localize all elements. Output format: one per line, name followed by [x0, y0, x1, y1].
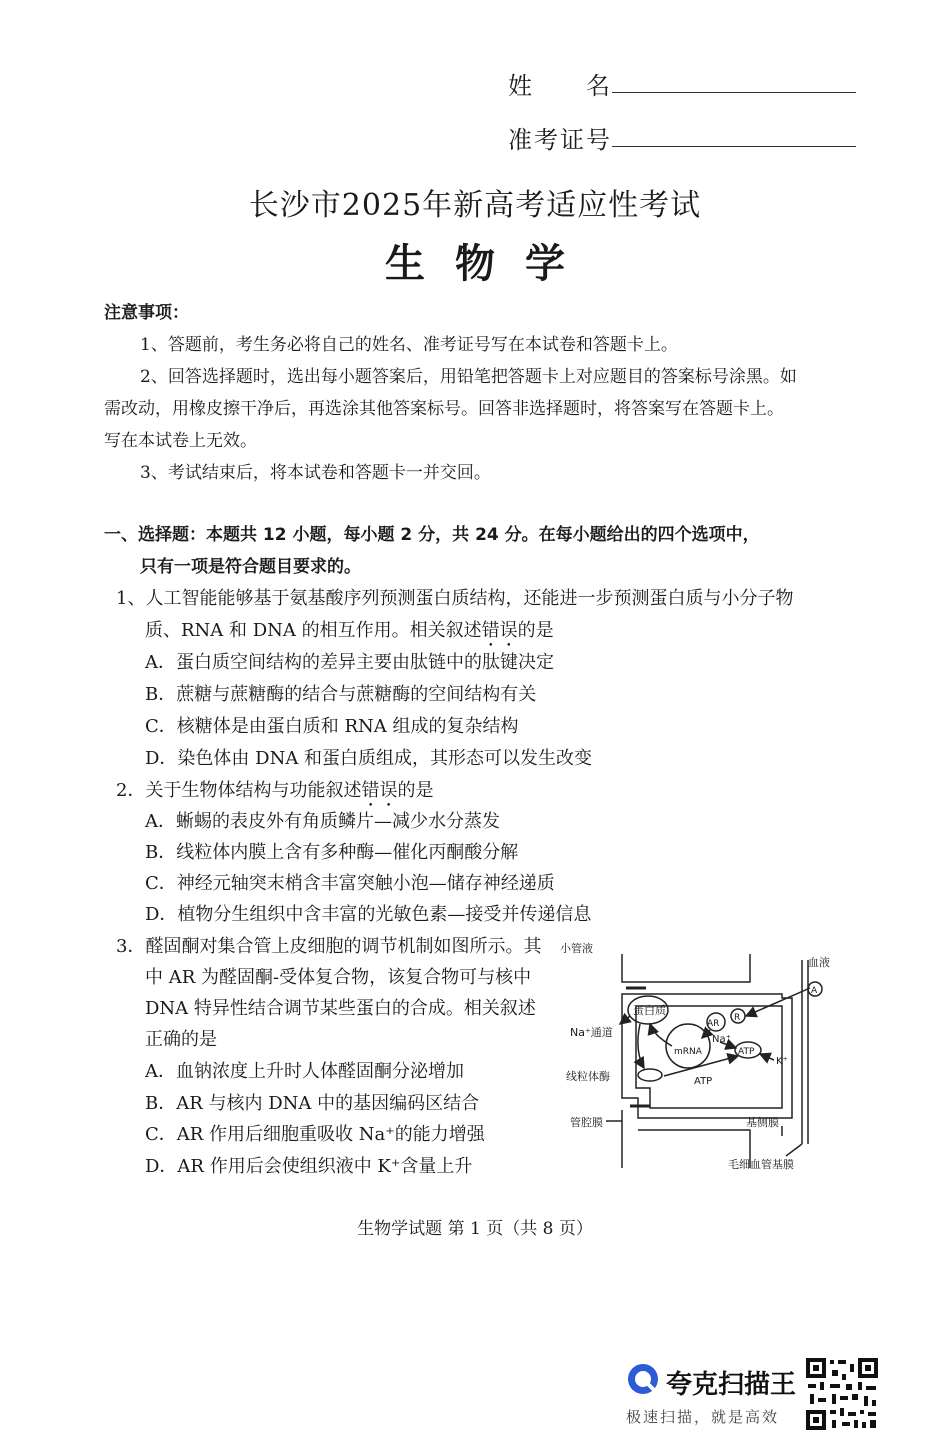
q1-option-c: C．核糖体是由蛋白质和 RNA 组成的复杂结构	[145, 716, 519, 737]
notes-title: 注意事项：	[104, 303, 189, 323]
label-k: K⁺	[776, 1056, 788, 1067]
label-atp: ATP	[694, 1076, 713, 1087]
label-capillary-basement: 毛细血管基膜	[728, 1158, 794, 1171]
q3-stem-line-2: 中 AR 为醛固酮-受体复合物，该复合物可与核中	[145, 967, 532, 988]
q1-stem-pre: 质、RNA 和 DNA 的相互作用。相关叙述	[145, 620, 482, 641]
notes-item-1: 1、答题前，考生务必将自己的姓名、准考证号写在本试卷和答题卡上。	[140, 335, 678, 355]
label-basolateral-membrane: 基侧膜	[746, 1116, 779, 1129]
quark-logo-icon	[626, 1362, 660, 1396]
q3-option-d: D．AR 作用后会使组织液中 K⁺含量上升	[145, 1156, 473, 1177]
name-blank	[612, 92, 856, 93]
q1-stem-emphasis: 错误	[481, 620, 518, 641]
scanner-watermark	[622, 1360, 802, 1430]
q1-option-a: A．蛋白质空间结构的差异主要由肽链中的肽键决定	[145, 652, 554, 673]
scanner-slogan: 极速扫描，就是高效	[626, 1408, 780, 1426]
page-footer: 生物学试题 第 1 页（共 8 页）	[357, 1219, 593, 1239]
q2-stem-post: 的是	[397, 780, 434, 801]
nucleus-shape	[666, 1024, 710, 1068]
q2-option-d: D．植物分生组织中含丰富的光敏色素—接受并传递信息	[145, 904, 592, 925]
name-label: 姓 名	[508, 72, 612, 100]
label-protein: 蛋白质	[633, 1004, 666, 1017]
upper-cell-outline	[622, 954, 750, 982]
arrow-a-to-r	[746, 988, 810, 1016]
exam-title: 长沙市2025年新高考适应性考试	[248, 188, 702, 223]
arrow-protein-to-mito	[638, 1024, 644, 1068]
label-blood: 血液	[808, 956, 830, 969]
q2-option-b: B．线粒体内膜上含有多种酶—催化丙酮酸分解	[145, 842, 519, 863]
q2-stem-emphasis: 错误	[361, 780, 398, 801]
mitochondria-shape	[638, 1069, 662, 1081]
q3-option-b: B．AR 与核内 DNA 中的基因编码区结合	[145, 1093, 480, 1114]
label-ar: AR	[707, 1019, 720, 1029]
exam-id-blank	[612, 146, 856, 147]
q3-stem-line-1: 3．醛固酮对集合管上皮细胞的调节机制如图所示。其	[116, 936, 542, 957]
q2-option-c: C．神经元轴突末梢含丰富突触小泡—储存神经递质	[145, 873, 555, 894]
label-mrna: mRNA	[674, 1047, 702, 1057]
notes-item-2-line-2: 需改动，用橡皮擦干净后，再选涂其他答案标号。回答非选择题时，将答案写在答题卡上。	[104, 399, 784, 419]
qr-code-icon	[804, 1356, 880, 1432]
q3-stem-line-4: 正确的是	[145, 1029, 217, 1050]
section-1-line-1: 一、选择题：本题共 12 小题，每小题 2 分，共 24 分。在每小题给出的四个选项中，	[104, 525, 760, 545]
label-r: R	[734, 1013, 741, 1023]
exam-id-label: 准考证号	[508, 126, 612, 154]
q1-stem-line-1: 1、人工智能能够基于氨基酸序列预测蛋白质结构，还能进一步预测蛋白质与小分子物	[116, 588, 794, 609]
notes-item-2-line-3: 写在本试卷上无效。	[104, 431, 257, 451]
subject-title: 生物学	[385, 240, 595, 287]
aldosterone-diagram	[560, 938, 860, 1178]
label-tubule-fluid: 小管液	[560, 942, 593, 955]
label-mitochondria-enzyme: 线粒体酶	[566, 1070, 610, 1083]
q3-option-c: C．AR 作用后细胞重吸收 Na⁺的能力增强	[145, 1124, 485, 1145]
q1-stem-line-2	[145, 619, 554, 651]
notes-item-2-line-1: 2、回答选择题时，选出每小题答案后，用铅笔把答题卡上对应题目的答案标号涂黑。如	[140, 367, 797, 387]
q2-stem	[116, 779, 433, 811]
q1-option-b: B．蔗糖与蔗糖酶的结合与蔗糖酶的空间结构有关	[145, 684, 537, 705]
label-na-channel: Na⁺通道	[570, 1026, 613, 1039]
label-lumen-membrane: 管腔膜	[570, 1116, 603, 1129]
q1-option-d: D．染色体由 DNA 和蛋白质组成，其形态可以发生改变	[145, 748, 593, 769]
q3-option-a: A．血钠浓度上升时人体醛固酮分泌增加	[145, 1061, 464, 1082]
leader-capillary	[786, 1144, 802, 1156]
label-atp-pump: ATP	[738, 1047, 755, 1057]
q1-stem-post: 的是	[517, 620, 554, 641]
section-1-line-2: 只有一项是符合题目要求的。	[140, 557, 361, 577]
notes-item-3: 3、考试结束后，将本试卷和答题卡一并交回。	[140, 463, 491, 483]
label-a: A	[811, 986, 818, 996]
arrow-k-in	[760, 1054, 774, 1060]
label-na: Na⁺	[712, 1034, 731, 1045]
q2-stem-pre: 2．关于生物体结构与功能叙述	[116, 780, 362, 801]
q2-option-a: A．蜥蜴的表皮外有角质鳞片—减少水分蒸发	[145, 811, 500, 832]
q3-stem-line-3: DNA 特异性结合调节某些蛋白的合成。相关叙述	[145, 998, 536, 1019]
scanner-brand: 夸克扫描王	[666, 1370, 797, 1400]
arrow-mito-to-atp	[664, 1056, 738, 1076]
